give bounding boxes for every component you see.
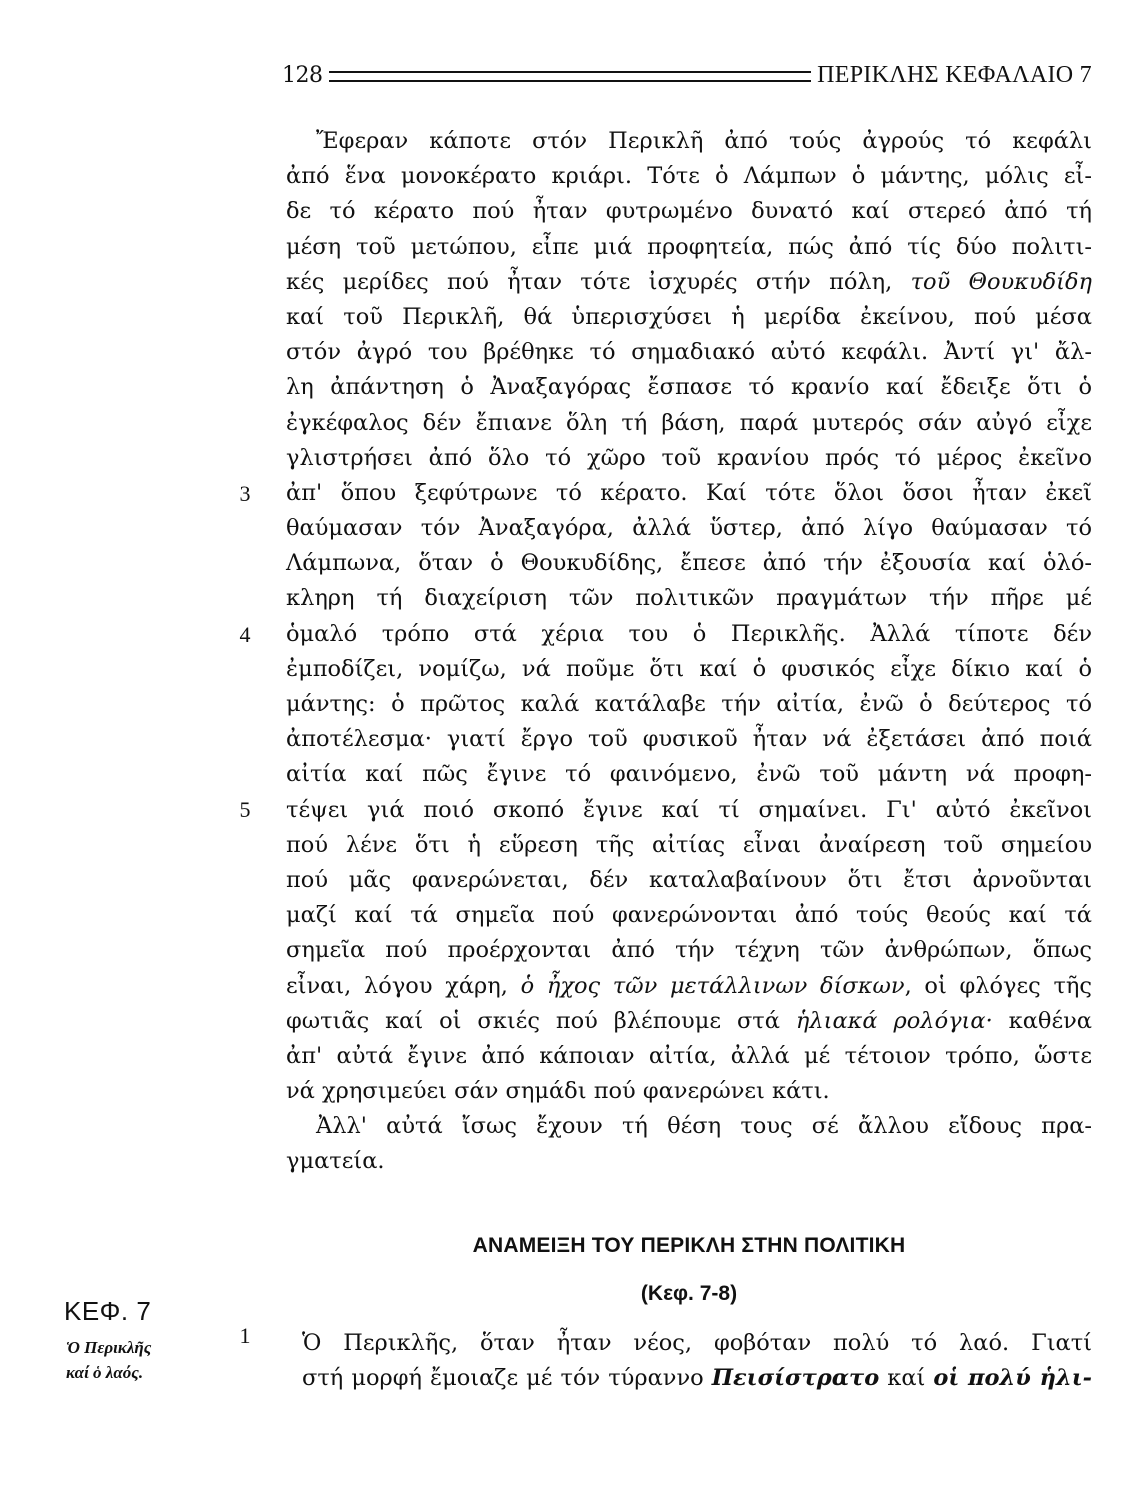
- text-segment: φωτιᾶς καί οἱ σκιές πού βλέπουμε στά: [286, 1007, 796, 1034]
- italic-phrase: ὁ ἦχος τῶν μετάλλινων δίσκων: [520, 972, 905, 999]
- text-line: Λάμπωνα, ὅταν ὁ Θουκυδίδης, ἔπεσε ἀπό τήν ἐξουσία καί ὁλό-: [286, 550, 1092, 577]
- text-line: [286, 969, 1092, 1004]
- text-line: Ἔφεραν κάποτε στόν Περικλῆ ἀπό τούς ἀγρούς τό κεφάλι: [316, 128, 1092, 154]
- text-segment: καθένα: [992, 1007, 1092, 1034]
- margin-line-number: 5: [239, 797, 251, 822]
- text-segment: , οἱ φλόγες τῆς: [904, 972, 1092, 999]
- text-line: πού μᾶς φανερώνεται, δέν καταλαβαίνουν ὅτι ἔτσι ἀρνοῦνται: [286, 866, 1092, 893]
- text-segment: εἶναι, λόγου χάρη,: [286, 972, 521, 999]
- text-line: [286, 1004, 1092, 1039]
- italic-name: τοῦ Θουκυδίδη: [910, 268, 1093, 295]
- text-line: στόν ἀγρό του βρέθηκε τό σημαδιακό αὐτό κεφάλι. Ἀντί γι' ἄλ-: [286, 339, 1092, 366]
- italic-phrase: οἱ πολύ ἡλι-: [933, 1365, 1092, 1392]
- text-line: γματεία.: [286, 1148, 385, 1175]
- margin-line-number: 1: [239, 1323, 251, 1348]
- text-line: Ἀλλ' αὐτά ἴσως ἔχουν τή θέση τους σέ ἄλλου εἴδους πρα-: [316, 1113, 1092, 1140]
- text-line: ἐμποδίζει, νομίζω, νά ποῦμε ὅτι καί ὁ φυσικός εἶχε δίκιο καί ὁ: [286, 655, 1092, 682]
- text-line: νά χρησιμεύει σάν σημάδι πού φανερώνει κάτι.: [286, 1078, 830, 1105]
- section-heading: ΑΝΑΜΕΙΞΗ ΤΟΥ ΠΕΡΙΚΛΗ ΣΤΗΝ ΠΟΛΙΤΙΚΗ: [472, 1234, 906, 1257]
- text-line: καί τοῦ Περικλῆ, θά ὑπερισχύσει ἡ μερίδα ἐκείνου, πού μέσα: [286, 303, 1092, 330]
- side-note-line: Ὁ Περικλῆς: [66, 1338, 152, 1357]
- page-number: 128: [282, 62, 323, 88]
- side-note-line: καί ὁ λαός.: [66, 1363, 144, 1382]
- text-segment: κές μερίδες πού ἦταν τότε ἰσχυρές στήν πόλη,: [286, 268, 911, 295]
- text-segment: καί: [879, 1365, 934, 1392]
- italic-name: Πεισίστρατο: [711, 1365, 880, 1392]
- text-line: πού λένε ὅτι ἡ εὕρεση τῆς αἰτίας εἶναι ἀναίρεση τοῦ σημείου: [286, 831, 1092, 858]
- text-line: γλιστρήσει ἀπό ὅλο τό χῶρο τοῦ κρανίου πρός τό μέρος ἐκεῖνο: [286, 444, 1092, 471]
- chapter-text-block: [302, 1326, 1092, 1396]
- text-line: ὁμαλό τρόπο στά χέρια του ὁ Περικλῆς. Ἀλλά τίποτε δέν: [286, 620, 1092, 647]
- header-double-rule: [329, 71, 812, 82]
- text-line: θαύμασαν τόν Ἀναξαγόρα, ἀλλά ὕστερ, ἀπό λίγο θαύμασαν τό: [286, 515, 1092, 542]
- text-line: ἀπ' αὐτά ἔγινε ἀπό κάποιαν αἰτία, ἀλλά μέ τέτοιον τρόπο, ὥστε: [286, 1042, 1092, 1069]
- text-line: κληρη τή διαχείριση τῶν πολιτικῶν πραγμάτων τήν πῆρε μέ: [286, 585, 1092, 612]
- text-line: [302, 1361, 1092, 1396]
- text-segment: στή μορφή ἔμοιαζε μέ τόν τύραννο: [302, 1365, 712, 1392]
- chapter-side-note: [66, 1335, 216, 1385]
- text-line: ἀπό ἕνα μονοκέρατο κριάρι. Τότε ὁ Λάμπων ὁ μάντης, μόλις εἶ-: [286, 163, 1092, 190]
- italic-phrase: ἡλιακά ρολόγια·: [795, 1007, 993, 1034]
- text-line: λη ἀπάντηση ὁ Ἀναξαγόρας ἔσπασε τό κρανίο καί ἔδειξε ὅτι ὁ: [286, 374, 1092, 401]
- text-line: δε τό κέρατο πού ἦταν φυτρωμένο δυνατό καί στερεό ἀπό τή: [286, 198, 1092, 225]
- text-line: σημεῖα πού προέρχονται ἀπό τήν τέχνη τῶν ἀνθρώπων, ὅπως: [286, 937, 1092, 964]
- text-line: [286, 265, 1092, 300]
- chapter-label: ΚΕΦ. 7: [64, 1296, 152, 1326]
- running-title: ΠΕΡΙΚΛΗΣ ΚΕΦΑΛΑΙΟ 7: [817, 61, 1092, 88]
- text-line: ἐγκέφαλος δέν ἔπιανε ὅλη τή βάση, παρά μυτερός σάν αὐγό εἶχε: [286, 409, 1092, 436]
- text-line: αἰτία καί πῶς ἔγινε τό φαινόμενο, ἐνῶ τοῦ μάντη νά προφη-: [286, 761, 1092, 788]
- margin-line-number: 4: [239, 622, 251, 647]
- text-line: μάντης: ὁ πρῶτος καλά κατάλαβε τήν αἰτία, ἐνῶ ὁ δεύτερος τό: [286, 691, 1092, 717]
- text-line: Ὁ Περικλῆς, ὅταν ἦταν νέος, φοβόταν πολύ τό λαό. Γιατί: [302, 1330, 1092, 1356]
- text-line: μαζί καί τά σημεῖα πού φανερώνονται ἀπό τούς θεούς καί τά: [286, 902, 1092, 929]
- running-header: [282, 58, 1092, 92]
- section-subheading: (Κεφ. 7-8): [640, 1282, 738, 1305]
- text-line: μέση τοῦ μετώπου, εἶπε μιά προφητεία, πώς ἀπό τίς δύο πολιτι-: [286, 233, 1092, 260]
- text-line: ἀποτέλεσμα· γιατί ἔργο τοῦ φυσικοῦ ἦταν νά ἐξετάσει ἀπό ποιά: [286, 726, 1092, 753]
- text-line: τέψει γιά ποιό σκοπό ἔγινε καί τί σημαίνει. Γι' αὐτό ἐκεῖνοι: [286, 796, 1092, 823]
- main-text-block: [286, 124, 1092, 1180]
- text-line: ἀπ' ὅπου ξεφύτρωνε τό κέρατο. Καί τότε ὅλοι ὅσοι ἦταν ἐκεῖ: [286, 479, 1092, 506]
- margin-line-number: 3: [239, 481, 251, 506]
